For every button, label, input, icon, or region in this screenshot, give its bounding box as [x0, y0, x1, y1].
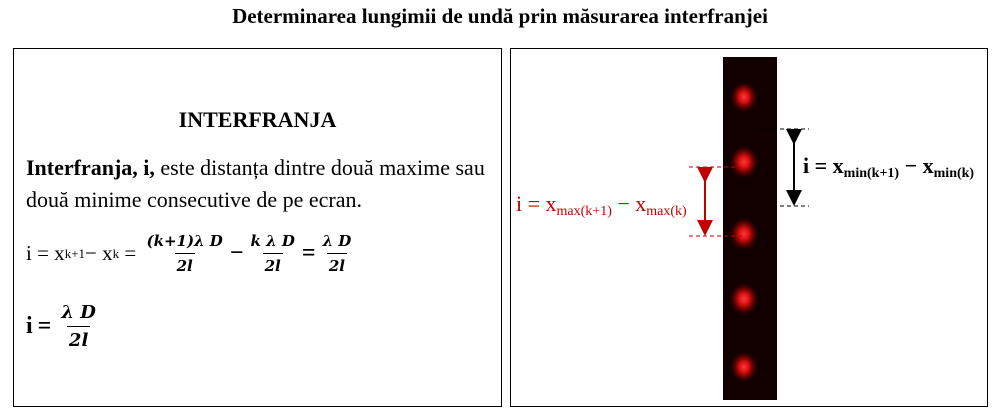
- eq1-sub-k1: k+1: [64, 245, 86, 261]
- max-label-sub2: max(k): [646, 204, 687, 219]
- fraction-k1-denominator: 2l: [175, 253, 195, 275]
- bright-fringe: [730, 351, 758, 383]
- min-label-sub2: min(k): [933, 166, 975, 181]
- eq1-operator-equals: =: [301, 240, 316, 266]
- bright-fringe: [729, 282, 759, 316]
- fraction-result: [321, 232, 354, 275]
- final-fraction: [59, 302, 98, 351]
- page-title: Determinarea lungimii de undă prin măsurarea interfranjei: [232, 4, 768, 28]
- max-interfringe-label: [516, 191, 687, 219]
- eq1-minus: − x: [85, 241, 113, 265]
- final-fraction-numerator: λ D: [61, 302, 96, 323]
- fraction-result-numerator: λ D: [322, 232, 352, 250]
- final-fraction-denominator: 2l: [67, 326, 90, 351]
- definition-panel: [13, 48, 502, 407]
- eq2-equals: =: [37, 313, 52, 339]
- min-label-sub1: min(k+1): [843, 166, 900, 181]
- section-heading: INTERFRANJA: [178, 107, 337, 132]
- fraction-k1: [144, 232, 224, 275]
- eq1-equals: =: [119, 241, 142, 265]
- max-label-mid: − x: [611, 191, 647, 216]
- eq2-lhs: i: [26, 313, 33, 339]
- fraction-k-denominator: 2l: [263, 253, 283, 275]
- fraction-k-numerator: k λ D: [250, 232, 295, 250]
- max-label-main: i = x: [516, 191, 557, 216]
- bright-fringe: [729, 145, 759, 179]
- min-label-main: i = x: [803, 153, 844, 178]
- fraction-k: [249, 232, 297, 275]
- interfringe-final-formula: [26, 302, 101, 351]
- definition-term: Interfranja, i,: [26, 155, 155, 180]
- min-interfringe-label: [803, 153, 974, 181]
- fraction-k1-numerator: (k+1)λ D: [146, 232, 223, 250]
- fringe-diagram: [511, 49, 987, 406]
- definition-body: este distanța dintre două maxime sau două minime consecutive de pe ecran.: [26, 155, 485, 212]
- interfringe-derivation-equation: [26, 232, 356, 275]
- min-label-mid: − x: [899, 153, 934, 178]
- eq1-lhs: i = x: [26, 241, 65, 265]
- fraction-result-denominator: 2l: [327, 253, 347, 275]
- bright-fringe: [729, 217, 759, 251]
- fringe-pattern-panel: [510, 48, 988, 407]
- eq1-sub-k: k: [112, 245, 120, 261]
- bright-fringe: [730, 81, 758, 113]
- eq1-operator-minus: −: [229, 240, 244, 266]
- max-label-sub1: max(k+1): [556, 204, 612, 219]
- definition-text: [26, 152, 496, 216]
